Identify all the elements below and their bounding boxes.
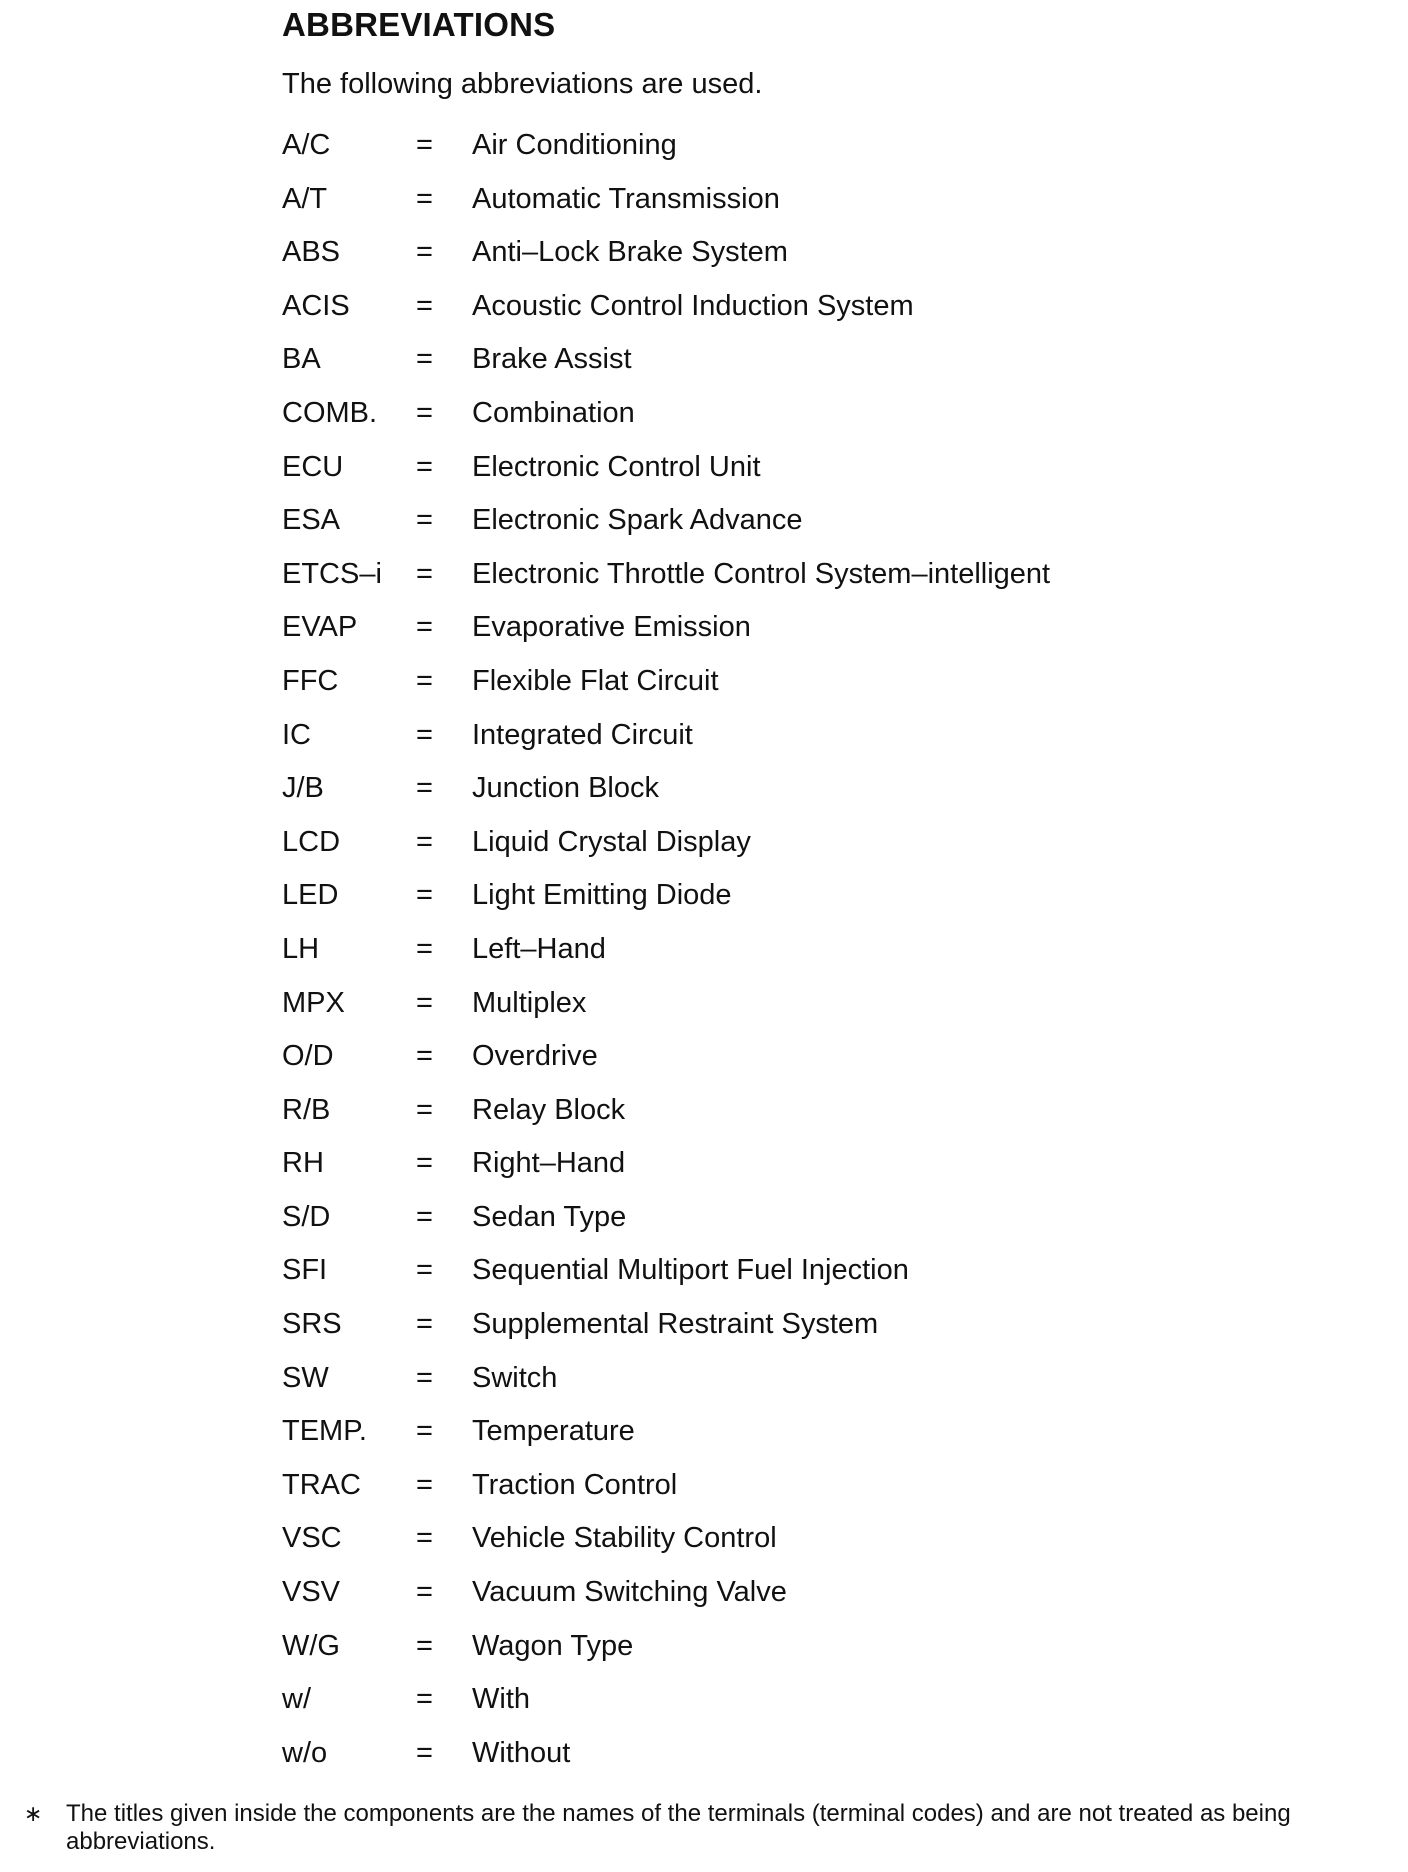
abbreviation-definition: Evaporative Emission xyxy=(472,611,751,644)
abbreviation-row xyxy=(282,128,1050,182)
abbreviation-definition: Vehicle Stability Control xyxy=(472,1522,777,1555)
footnote xyxy=(24,1800,1394,1856)
abbreviation-definition: Anti–Lock Brake System xyxy=(472,236,788,269)
abbreviation-row xyxy=(282,1307,1050,1361)
abbreviation-term: W/G xyxy=(282,1629,340,1662)
equals-sign: = xyxy=(416,611,433,644)
abbreviation-term: J/B xyxy=(282,772,324,805)
intro-text: The following abbreviations are used. xyxy=(282,68,763,100)
abbreviation-definition: Flexible Flat Circuit xyxy=(472,664,719,697)
equals-sign: = xyxy=(416,1093,433,1126)
abbreviation-definition: Liquid Crystal Display xyxy=(472,825,751,858)
equals-sign: = xyxy=(416,1736,433,1769)
abbreviation-definition: Relay Block xyxy=(472,1093,626,1126)
abbreviation-definition: Multiplex xyxy=(472,986,587,1019)
abbreviation-definition: Electronic Control Unit xyxy=(472,450,761,483)
abbreviation-definition: Wagon Type xyxy=(472,1629,634,1662)
abbreviation-term: ETCS–i xyxy=(282,557,382,590)
abbreviation-list xyxy=(282,128,1050,1789)
abbreviation-row xyxy=(282,182,1050,236)
equals-sign: = xyxy=(416,1629,433,1662)
abbreviation-row xyxy=(282,1093,1050,1147)
abbreviation-row xyxy=(282,235,1050,289)
abbreviation-term: SW xyxy=(282,1361,329,1394)
equals-sign: = xyxy=(416,557,433,590)
abbreviation-row xyxy=(282,718,1050,772)
abbreviation-row xyxy=(282,878,1050,932)
abbreviation-row xyxy=(282,1414,1050,1468)
equals-sign: = xyxy=(416,932,433,965)
abbreviation-definition: Traction Control xyxy=(472,1468,678,1501)
abbreviation-row xyxy=(282,986,1050,1040)
abbreviation-term: O/D xyxy=(282,1040,334,1073)
abbreviation-term: A/T xyxy=(282,182,328,215)
abbreviation-row xyxy=(282,1039,1050,1093)
abbreviation-definition: Acoustic Control Induction System xyxy=(472,289,914,322)
abbreviation-term: RH xyxy=(282,1147,324,1180)
equals-sign: = xyxy=(416,664,433,697)
equals-sign: = xyxy=(416,1308,433,1341)
abbreviation-definition: Light Emitting Diode xyxy=(472,879,732,912)
abbreviation-term: LED xyxy=(282,879,339,912)
equals-sign: = xyxy=(416,1683,433,1716)
abbreviation-definition: With xyxy=(472,1683,530,1716)
abbreviation-term: TRAC xyxy=(282,1468,361,1501)
abbreviation-row xyxy=(282,1682,1050,1736)
abbreviation-definition: Automatic Transmission xyxy=(472,182,780,215)
abbreviation-row xyxy=(282,503,1050,557)
abbreviation-term: R/B xyxy=(282,1093,331,1126)
abbreviation-term: EVAP xyxy=(282,611,358,644)
abbreviation-definition: Without xyxy=(472,1736,571,1769)
abbreviation-definition: Sequential Multiport Fuel Injection xyxy=(472,1254,909,1287)
equals-sign: = xyxy=(416,289,433,322)
abbreviation-row xyxy=(282,771,1050,825)
abbreviation-row xyxy=(282,1361,1050,1415)
equals-sign: = xyxy=(416,1200,433,1233)
abbreviation-row xyxy=(282,1468,1050,1522)
abbreviation-term: S/D xyxy=(282,1200,331,1233)
footnote-asterisk: ∗ xyxy=(24,1801,43,1826)
equals-sign: = xyxy=(416,450,433,483)
equals-sign: = xyxy=(416,396,433,429)
equals-sign: = xyxy=(416,1254,433,1287)
abbreviation-row xyxy=(282,557,1050,611)
abbreviation-definition: Brake Assist xyxy=(472,343,632,376)
abbreviation-row xyxy=(282,1575,1050,1629)
abbreviation-term: COMB. xyxy=(282,396,378,429)
abbreviation-definition: Sedan Type xyxy=(472,1200,627,1233)
page-title: ABBREVIATIONS xyxy=(282,6,556,43)
abbreviation-row xyxy=(282,342,1050,396)
abbreviation-term: w/o xyxy=(282,1736,328,1769)
abbreviation-row xyxy=(282,825,1050,879)
abbreviation-definition: Temperature xyxy=(472,1415,635,1448)
equals-sign: = xyxy=(416,718,433,751)
abbreviation-definition: Junction Block xyxy=(472,772,659,805)
abbreviation-definition: Electronic Spark Advance xyxy=(472,504,803,537)
abbreviation-term: SFI xyxy=(282,1254,328,1287)
equals-sign: = xyxy=(416,986,433,1019)
abbreviation-term: ECU xyxy=(282,450,344,483)
abbreviation-term: ACIS xyxy=(282,289,350,322)
abbreviation-term: IC xyxy=(282,718,311,751)
abbreviation-row xyxy=(282,1253,1050,1307)
abbreviation-row xyxy=(282,664,1050,718)
abbreviation-row xyxy=(282,1521,1050,1575)
equals-sign: = xyxy=(416,1468,433,1501)
abbreviation-row xyxy=(282,289,1050,343)
equals-sign: = xyxy=(416,504,433,537)
abbreviation-term: ABS xyxy=(282,236,341,269)
equals-sign: = xyxy=(416,182,433,215)
abbreviation-definition: Left–Hand xyxy=(472,932,606,965)
abbreviation-term: ESA xyxy=(282,504,341,537)
abbreviation-term: MPX xyxy=(282,986,345,1019)
abbreviation-row xyxy=(282,1736,1050,1790)
equals-sign: = xyxy=(416,1415,433,1448)
abbreviation-term: BA xyxy=(282,343,321,376)
abbreviation-term: VSV xyxy=(282,1576,341,1609)
abbreviation-row xyxy=(282,396,1050,450)
equals-sign: = xyxy=(416,343,433,376)
abbreviation-definition: Overdrive xyxy=(472,1040,598,1073)
equals-sign: = xyxy=(416,1040,433,1073)
abbreviation-row xyxy=(282,1629,1050,1683)
abbreviation-term: LCD xyxy=(282,825,341,858)
equals-sign: = xyxy=(416,1147,433,1180)
equals-sign: = xyxy=(416,1522,433,1555)
abbreviation-row xyxy=(282,610,1050,664)
abbreviation-definition: Electronic Throttle Control System–intelligent xyxy=(472,557,1051,590)
abbreviation-term: SRS xyxy=(282,1308,342,1341)
equals-sign: = xyxy=(416,825,433,858)
abbreviation-definition: Combination xyxy=(472,396,635,429)
abbreviation-row xyxy=(282,932,1050,986)
abbreviation-definition: Right–Hand xyxy=(472,1147,626,1180)
abbreviation-term: A/C xyxy=(282,129,331,161)
abbreviation-row xyxy=(282,1200,1050,1254)
abbreviation-term: LH xyxy=(282,932,320,965)
abbreviation-definition: Supplemental Restraint System xyxy=(472,1308,879,1341)
abbreviation-row xyxy=(282,1146,1050,1200)
abbreviation-definition: Air Conditioning xyxy=(472,129,677,161)
equals-sign: = xyxy=(416,1361,433,1394)
abbreviation-definition: Integrated Circuit xyxy=(472,718,693,751)
abbreviation-definition: Vacuum Switching Valve xyxy=(472,1576,787,1609)
footnote-text: The titles given inside the components are the names of the terminals (terminal codes) and are not treated as being abbreviations. xyxy=(66,1800,1291,1855)
abbreviation-term: FFC xyxy=(282,664,339,697)
abbreviation-term: VSC xyxy=(282,1522,342,1555)
equals-sign: = xyxy=(416,129,433,161)
equals-sign: = xyxy=(416,879,433,912)
abbreviation-term: w/ xyxy=(282,1683,311,1716)
abbreviation-row xyxy=(282,450,1050,504)
equals-sign: = xyxy=(416,1576,433,1609)
equals-sign: = xyxy=(416,772,433,805)
abbreviation-definition: Switch xyxy=(472,1361,558,1394)
equals-sign: = xyxy=(416,236,433,269)
abbreviation-term: TEMP. xyxy=(282,1415,367,1448)
